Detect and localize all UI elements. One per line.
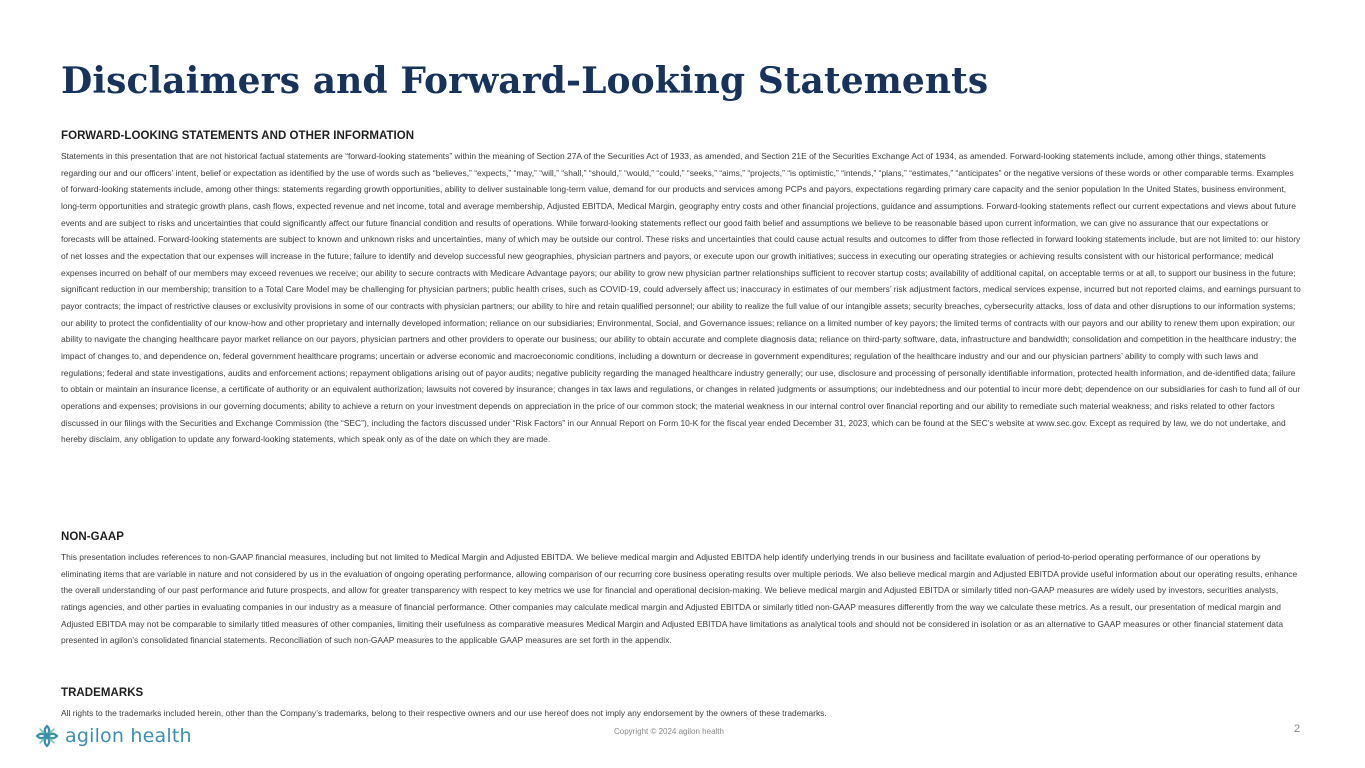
forward-looking-heading: FORWARD-LOOKING STATEMENTS AND OTHER INFORMATION xyxy=(61,130,415,142)
trademarks-section xyxy=(61,686,1303,722)
page-number: 2 xyxy=(1294,723,1301,735)
non-gaap-section xyxy=(61,530,1303,649)
agilon-knot-icon xyxy=(35,724,59,748)
trademarks-heading: TRADEMARKS xyxy=(61,687,144,699)
non-gaap-body: This presentation includes references to non-GAAP financial measures, including but not limited to Medical Margin and Adjusted EBITDA. We believe medical margin and Adjusted EBITDA help identify underlying trends in our business and facilitate evaluation of period-to-period operating performance of our operations by eliminating items that are variable in nature and not considered by us in the evaluation of ongoing operating performance, allowing comparison of our recurring core business operating results over multiple periods. We also believe medical margin and Adjusted EBITDA provide useful information about our operating results, enhance the overall understanding of our past performance and future prospects, and allow for greater transparency with respect to key metrics we use for financial and operational decision-making. We believe medical margin and Adjusted EBITDA or similarly titled non-GAAP measures are widely used by investors, securities analysts, ratings agencies, and other parties in evaluating companies in our industry as a measure of financial performance. Other companies may calculate medical margin and Adjusted EBITDA or similarly titled non-GAAP measures differently from the way we calculate these metrics. As a result, our presentation of medical margin and Adjusted EBITDA may not be comparable to similarly titled measures of other companies, limiting their usefulness as comparative measures Medical Margin and Adjusted EBITDA have limitations as analytical tools and should not be considered in isolation or as an alternative to GAAP measures or other financial statement data presented in agilon’s consolidated financial statements. Reconciliation of such non-GAAP measures to the applicable GAAP measures are set forth in the appendix. xyxy=(61,552,1298,646)
company-logo xyxy=(35,722,192,750)
forward-looking-section xyxy=(61,129,1303,448)
forward-looking-body: Statements in this presentation that are not historical factual statements are “forward-looking statements” within the meaning of Section 27A of the Securities Act of 1933, as amended, and Section 21E of the Securities Exchange Act of 1934, as amended. Forward-looking statements include, among other things, statements regarding our and our officers’ intent, belief or expectation as identified by the use of words such as “believes,” “expects,” “may,” “will,” “shall,” “should,” “would,” “could,” “seeks,” “aims,” “projects,” “is optimistic,” “intends,” “plans,” “estimates,” “anticipates” or the negative versions of these words or other comparable terms. Examples of forward-looking statements include, among other things: statements regarding growth opportunities, ability to deliver sustainable long-term value, demand for our products and services among PCPs and payors, expectations regarding primary care capacity and the senior population In the United States, business environment, long-term opportunities and strategic growth plans, cash flows, expected revenue and net income, total and average membership, Adjusted EBITDA, Medical Margin, geography entry costs and other financial projections, guidance and assumptions. Forward-looking statements reflect our current expectations and views about future events and are subject to risks and uncertainties that could significantly affect our future financial condition and results of operations. While forward-looking statements reflect our good faith belief and assumptions we believe to be reasonable based upon current information, we can give no assurance that our expectations or forecasts will be attained. Forward-looking statements are subject to known and unknown risks and uncertainties, many of which may be outside our control. These risks and uncertainties that could cause actual results and outcomes to differ from those reflected in forward looking statements include, but are not limited to: our history of net losses and the expectation that our expenses will increase in the future; failure to identify and develop successful new geographies, physician partners and payors, or execute upon our growth initiatives; success in executing our operating strategies or achieving results consistent with our historical performance; medical expenses incurred on behalf of our members may exceed revenues we receive; our ability to secure contracts with Medicare Advantage payors; our ability to grow new physician partner relationships sufficient to recover startup costs; availability of additional capital, on acceptable terms or at all, to support our business in the future; significant reduction in our membership; transition to a Total Care Model may be challenging for physician partners; public health crises, such as COVID-19, could adversely affect us; inaccuracy in estimates of our members’ risk adjustment factors, medical services expense, incurred but not reported claims, and earnings pursuant to payor contracts; the impact of restrictive clauses or exclusivity provisions in some of our contracts with physician partners; our ability to hire and retain qualified personnel; our ability to realize the full value of our intangible assets; security breaches, cybersecurity attacks, loss of data and other disruptions to our information systems; our ability to protect the confidentiality of our know-how and other proprietary and internally developed information; reliance on our subsidiaries; Environmental, Social, and Governance issues; reliance on a limited number of key payors; the limited terms of contracts with our payors and our ability to renew them upon expiration; our ability to navigate the changing healthcare payor market reliance on our payors, physician partners and other providers to operate our business; our ability to obtain accurate and complete diagnosis data; reliance on third-party software, data, infrastructure and bandwidth; consolidation and competition in the healthcare industry; the impact of changes to, and dependence on, federal government healthcare programs; uncertain or adverse economic and macroeconomic conditions, including a downturn or decrease in government expenditures; regulation of the healthcare industry and our and our physician partners’ ability to comply with such laws and regulations; federal and state investigations, audits and enforcement actions; repayment obligations arising out of payor audits; negative publicity regarding the managed healthcare industry generally; our use, disclosure and processing of personally identifiable information, protected health information, and de-identified data; failure to obtain or maintain an insurance license, a certificate of authority or an equivalent authorization; lawsuits not covered by insurance; changes in tax laws and regulations, or changes in related judgments or assumptions; our indebtedness and our potential to incur more debt; dependence on our subsidiaries for cash to fund all of our operations and expenses; provisions in our governing documents; ability to achieve a return on your investment depends on appreciation in the price of our common stock; the material weakness in our internal control over financial reporting and our ability to remediate such material weakness; and risks related to other factors discussed in our filings with the Securities and Exchange Commission (the “SEC”), including the factors discussed under “Risk Factors” in our Annual Report on Form 10-K for the fiscal year ended December 31, 2023, which can be found at the SEC’s website at www.sec.gov. Except as required by law, we do not undertake, and hereby disclaim, any obligation to update any forward-looking statements, which speak only as of the date on which they are made. xyxy=(61,151,1301,445)
page-title: Disclaimers and Forward-Looking Statements xyxy=(61,60,989,102)
copyright-notice: Copyright © 2024 agilon health xyxy=(614,727,724,736)
logo-wordmark: agilon health xyxy=(65,725,192,747)
trademarks-body: All rights to the trademarks included herein, other than the Company’s trademarks, belong to their respective owners and our use hereof does not imply any endorsement by the owners of these trademarks. xyxy=(61,708,827,718)
non-gaap-heading: NON-GAAP xyxy=(61,531,125,543)
